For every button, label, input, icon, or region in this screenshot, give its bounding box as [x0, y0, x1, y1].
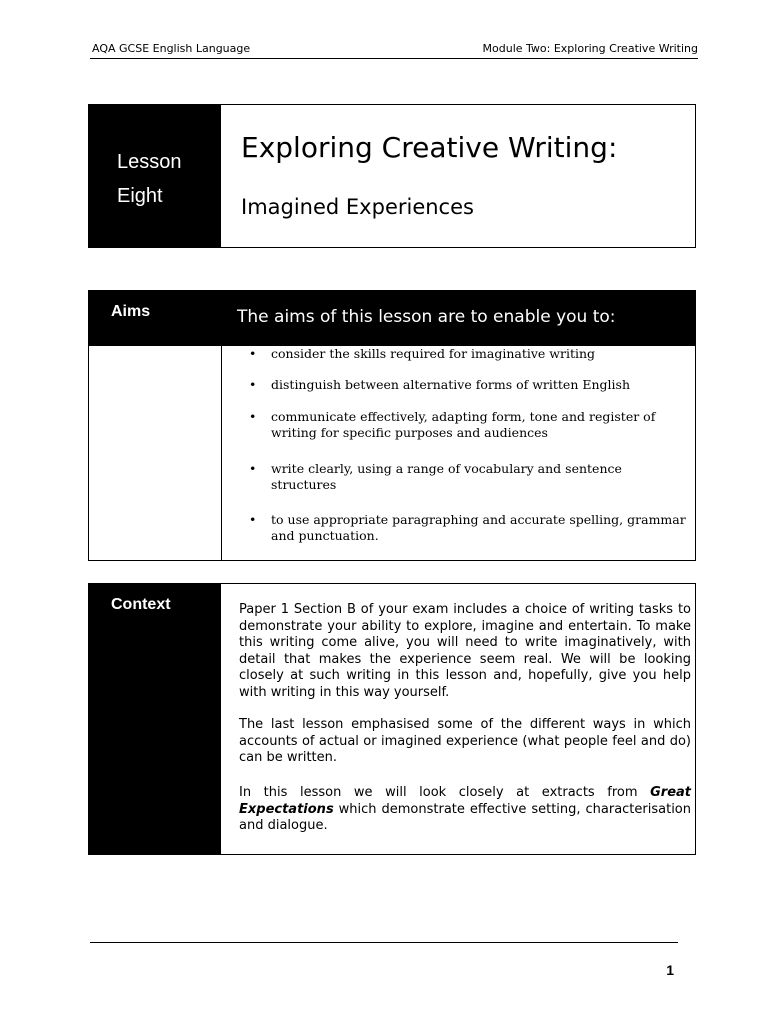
aims-list-item: [249, 409, 691, 441]
context-text-run: In this lesson we will look closely at extracts from: [239, 785, 651, 800]
aims-list-item: [249, 377, 691, 393]
context-box: [88, 583, 696, 855]
bullet-icon: •: [249, 377, 257, 392]
context-label-panel: [89, 584, 221, 854]
aims-box: [88, 290, 696, 561]
book-title: Great Expectations: [239, 785, 691, 817]
aims-label: Aims: [111, 303, 151, 320]
context-paragraph: Paper 1 Section B of your exam includes a choice of writing tasks to demonstrate your ability to explore, imagine and entertain. To make this writing come alive, you will need to write imaginatively, with detail that makes the experience seem real. We will be looking closely at such writing in this lesson and, hopefully, give you help with writing in this way yourself.: [239, 602, 691, 700]
page-number: 1: [666, 962, 674, 978]
aims-item-text: distinguish between alternative forms of written English: [271, 377, 630, 392]
context-paragraph: [239, 785, 691, 835]
aims-item-text: write clearly, using a range of vocabulary and sentence structures: [271, 461, 622, 492]
aims-intro: The aims of this lesson are to enable you to:: [237, 307, 616, 327]
footer-divider: [90, 942, 678, 943]
context-text-run: which demonstrate effective setting, characterisation and dialogue.: [239, 801, 691, 833]
aims-item-text: to use appropriate paragraphing and accurate spelling, grammar and punctuation.: [271, 512, 686, 543]
page-title: Exploring Creative Writing:: [241, 131, 618, 164]
header-divider: [90, 58, 698, 59]
bullet-icon: •: [249, 461, 257, 476]
page-subtitle: Imagined Experiences: [241, 195, 474, 219]
aims-item-text: communicate effectively, adapting form, tone and register of writing for specific purposes and audiences: [271, 409, 656, 440]
header-course-title: AQA GCSE English Language: [92, 42, 251, 55]
aims-list-item: [249, 461, 691, 493]
lesson-title-box: [88, 104, 696, 248]
context-paragraph: The last lesson emphasised some of the different ways in which accounts of actual or imagined experience (what people feel and do) can be written.: [239, 717, 691, 765]
lesson-label-panel: [89, 105, 221, 247]
bullet-icon: •: [249, 346, 257, 361]
lesson-label: [117, 145, 182, 213]
bullet-icon: •: [249, 409, 257, 424]
aims-column-divider: [221, 346, 222, 560]
aims-item-text: consider the skills required for imaginative writing: [271, 346, 596, 361]
context-label: Context: [111, 596, 171, 613]
bullet-icon: •: [249, 512, 257, 527]
lesson-word: Lesson: [117, 151, 182, 173]
aims-header-band: [89, 291, 695, 346]
header-module-title: Module Two: Exploring Creative Writing: [482, 42, 698, 55]
aims-list-item: [249, 346, 691, 362]
aims-list-item: [249, 512, 691, 544]
lesson-number: Eight: [117, 185, 163, 207]
